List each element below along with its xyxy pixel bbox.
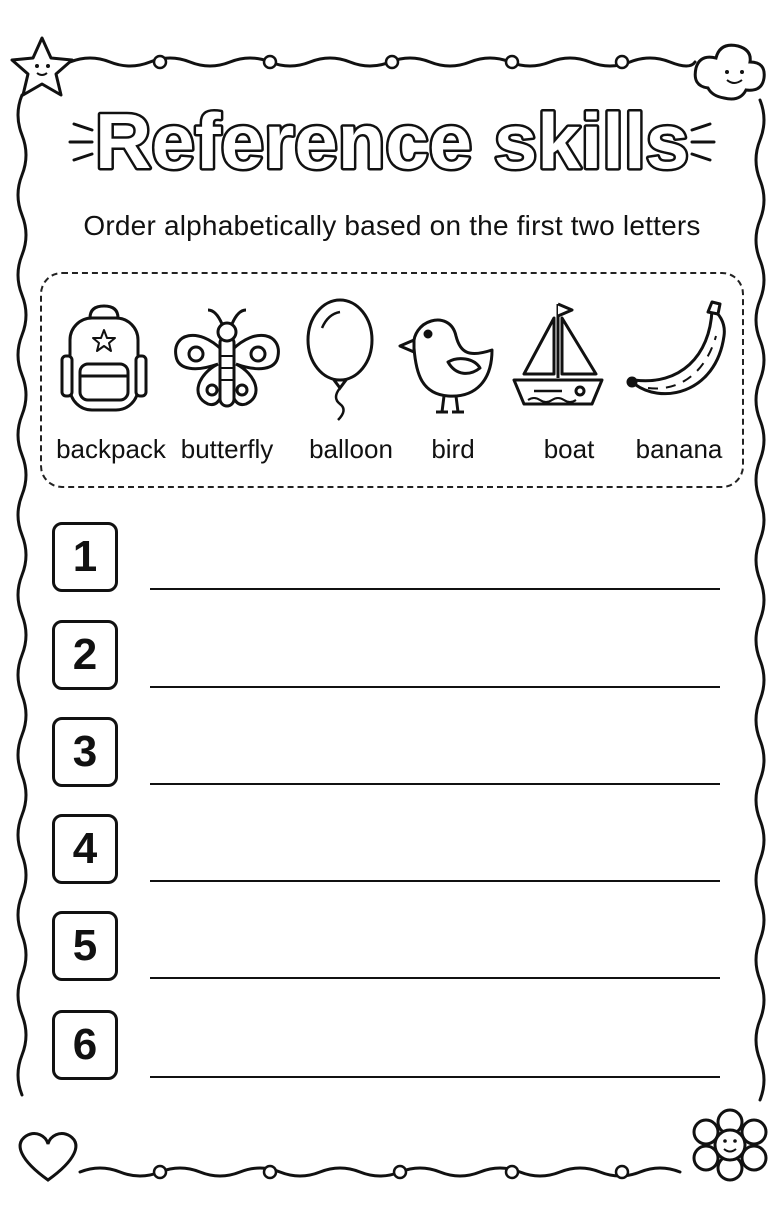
answer-row [52,814,720,886]
butterfly-icon [168,296,286,426]
word-item [52,274,170,490]
word-item [620,274,738,490]
word-label: backpack [56,434,166,464]
answer-line[interactable] [150,686,720,688]
instruction-text: Order alphabetically based on the first two letters [83,210,701,241]
title-banner [0,80,784,210]
slot-number: 5 [52,911,118,981]
word-label: bird [431,434,475,464]
answer-row [52,911,720,983]
answer-row [52,1010,720,1082]
slot-number: 6 [52,1010,118,1080]
boat-icon [510,296,610,426]
answer-line[interactable] [150,588,720,590]
slot-number: 3 [52,717,118,787]
answer-line[interactable] [150,1076,720,1078]
sparkle-right-icon [692,124,714,160]
slot-number: 1 [52,522,118,592]
answer-row [52,522,720,594]
slot-number: 4 [52,814,118,884]
word-bank [40,272,744,488]
title-graphic [0,80,784,210]
answer-row [52,620,720,692]
word-label: butterfly [180,434,274,464]
answer-line[interactable] [150,783,720,785]
word-item [394,274,512,490]
slot-number: 2 [52,620,118,690]
page-title: Reference skills [94,97,690,185]
bird-icon [394,296,512,426]
banana-icon [620,296,738,426]
answer-row [52,717,720,789]
word-label: balloon [309,434,393,464]
word-item [168,274,286,490]
word-label: boat [543,434,595,464]
answer-line[interactable] [150,977,720,979]
word-label: banana [635,434,723,464]
backpack-icon [52,296,152,426]
flower-icon [694,1110,766,1180]
answer-line[interactable] [150,880,720,882]
balloon-icon [292,296,392,426]
heart-icon [20,1134,76,1180]
sparkle-left-icon [70,124,92,160]
